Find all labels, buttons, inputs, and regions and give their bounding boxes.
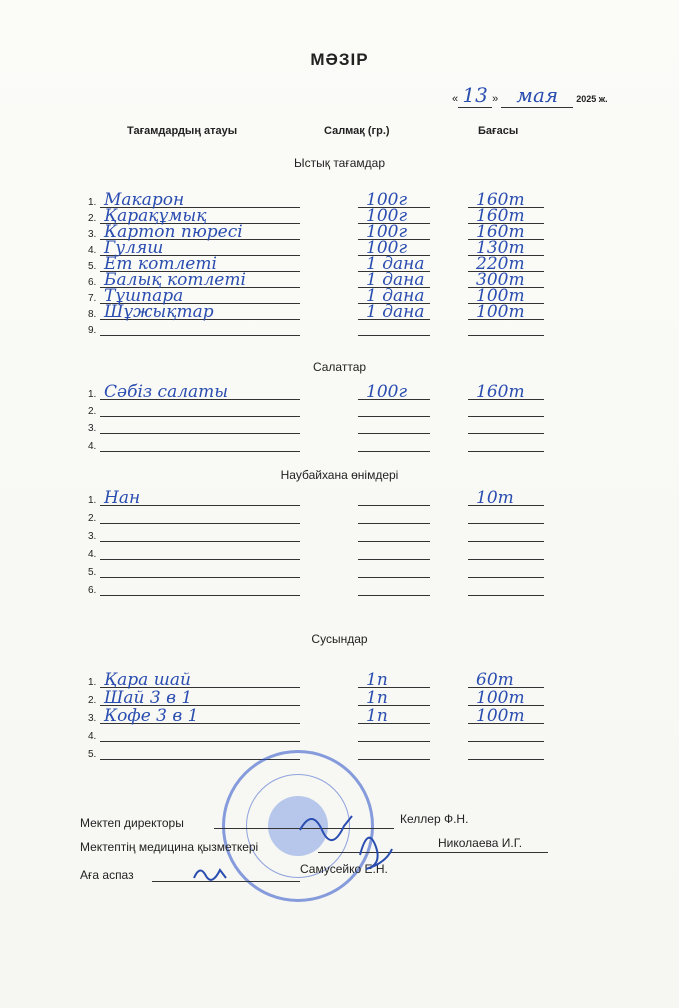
handwritten-signatures xyxy=(290,800,410,890)
dish-weight-line xyxy=(358,741,430,742)
date-day: 13 xyxy=(458,83,492,108)
menu-row xyxy=(0,320,679,336)
dish-price-line xyxy=(468,433,544,434)
row-number: 2. xyxy=(88,695,97,706)
header-price: Бағасы xyxy=(478,125,519,137)
dish-name-line xyxy=(100,416,300,417)
dish-price: 160т xyxy=(476,206,525,226)
dish-price-line xyxy=(468,595,544,596)
dish-name-line xyxy=(100,541,300,542)
menu-row xyxy=(0,690,679,706)
dish-weight-line xyxy=(358,541,430,542)
menu-row xyxy=(0,401,679,417)
dish-weight-line xyxy=(358,416,430,417)
dish-price-line xyxy=(468,523,544,524)
menu-row xyxy=(0,490,679,506)
signature-role-chef: Аға аспаз xyxy=(80,868,134,882)
row-number: 6. xyxy=(88,585,97,596)
row-number: 1. xyxy=(88,197,97,208)
date-close-quote: » xyxy=(492,93,499,105)
menu-row xyxy=(0,208,679,224)
signature-role-nurse: Мектептің медицина қызметкері xyxy=(80,840,259,854)
dish-weight-line xyxy=(358,335,430,336)
dish-weight-line xyxy=(358,759,430,760)
row-number: 5. xyxy=(88,749,97,760)
date-open-quote: « xyxy=(452,93,459,105)
dish-weight-line xyxy=(358,523,430,524)
dish-price: 160т xyxy=(476,382,525,402)
menu-row xyxy=(0,508,679,524)
date-year: 2025 ж. xyxy=(576,94,608,104)
dish-price: 300т xyxy=(476,270,525,290)
dish-price: 60т xyxy=(476,670,514,690)
signature-role-director: Мектеп директоры xyxy=(80,816,184,830)
dish-name: Балық котлеті xyxy=(104,270,246,290)
dish-weight: 100г xyxy=(366,206,408,226)
dish-name: Қара шай xyxy=(104,670,191,690)
dish-weight-line xyxy=(358,559,430,560)
dish-weight-line xyxy=(358,451,430,452)
dish-weight: 100г xyxy=(366,190,408,210)
dish-name: Қарақұмық xyxy=(104,206,207,226)
menu-row xyxy=(0,288,679,304)
menu-row xyxy=(0,192,679,208)
dish-price: 160т xyxy=(476,222,525,242)
row-number: 3. xyxy=(88,713,97,724)
header-weight: Салмақ (гр.) xyxy=(324,125,390,137)
row-number: 1. xyxy=(88,677,97,688)
dish-weight-line xyxy=(358,595,430,596)
signature-name-chef: Самусейко Е.Н. xyxy=(300,862,388,876)
dish-name-line xyxy=(100,595,300,596)
row-number: 9. xyxy=(88,325,97,336)
date-line xyxy=(452,83,608,108)
date-month: мая xyxy=(501,83,573,108)
dish-price-line xyxy=(468,541,544,542)
row-number: 4. xyxy=(88,245,97,256)
section-title: Сусындар xyxy=(311,632,368,646)
dish-name-line xyxy=(100,741,300,742)
dish-name-line xyxy=(100,335,300,336)
dish-name-line xyxy=(100,523,300,524)
dish-weight: 1п xyxy=(366,688,388,708)
row-number: 4. xyxy=(88,441,97,452)
chef-signature-scribble xyxy=(190,860,230,884)
dish-name: Сәбіз салаты xyxy=(104,382,229,402)
row-number: 3. xyxy=(88,423,97,434)
dish-price-line xyxy=(468,577,544,578)
dish-name: Тұшпара xyxy=(104,286,184,306)
row-number: 4. xyxy=(88,549,97,560)
dish-price: 100т xyxy=(476,706,525,726)
dish-price-line xyxy=(468,559,544,560)
dish-price-line xyxy=(468,335,544,336)
menu-row xyxy=(0,436,679,452)
signature-name-director: Келлер Ф.Н. xyxy=(400,812,469,826)
dish-name: Кофе 3 в 1 xyxy=(104,706,199,726)
menu-row xyxy=(0,256,679,272)
dish-name: Картоп пюресі xyxy=(104,222,243,242)
row-number: 2. xyxy=(88,513,97,524)
dish-price: 100т xyxy=(476,302,525,322)
dish-weight-line xyxy=(358,433,430,434)
menu-row xyxy=(0,418,679,434)
dish-weight: 1 дана xyxy=(366,270,425,290)
dish-price-line xyxy=(468,759,544,760)
dish-name: Нан xyxy=(104,488,141,508)
menu-row xyxy=(0,304,679,320)
dish-name: Гуляш xyxy=(104,238,164,258)
menu-row xyxy=(0,672,679,688)
dish-name: Шай 3 в 1 xyxy=(104,688,193,708)
row-number: 3. xyxy=(88,531,97,542)
dish-price: 10т xyxy=(476,488,514,508)
section-title: Наубайхана өнімдері xyxy=(280,468,399,482)
row-number: 8. xyxy=(88,309,97,320)
row-number: 1. xyxy=(88,495,97,506)
header-dish-name: Тағамдардың атауы xyxy=(127,125,238,137)
menu-row xyxy=(0,240,679,256)
menu-row xyxy=(0,224,679,240)
dish-price: 160т xyxy=(476,190,525,210)
dish-name-line xyxy=(100,451,300,452)
dish-name: Шұжықтар xyxy=(104,302,214,322)
dish-weight: 100г xyxy=(366,222,408,242)
dish-weight: 1 дана xyxy=(366,286,425,306)
dish-weight: 100г xyxy=(366,238,408,258)
dish-price-line xyxy=(468,451,544,452)
dish-name: Ет котлеті xyxy=(104,254,217,274)
dish-weight-line xyxy=(358,577,430,578)
dish-price: 220т xyxy=(476,254,525,274)
row-number: 5. xyxy=(88,567,97,578)
row-number: 6. xyxy=(88,277,97,288)
section-title: Ыстық тағамдар xyxy=(293,156,385,170)
dish-weight-line xyxy=(358,505,430,506)
row-number: 7. xyxy=(88,293,97,304)
dish-price: 100т xyxy=(476,286,525,306)
dish-weight: 1 дана xyxy=(366,254,425,274)
menu-row xyxy=(0,580,679,596)
document-title: МӘЗІР xyxy=(310,50,369,69)
dish-price-line xyxy=(468,416,544,417)
menu-row xyxy=(0,526,679,542)
dish-name: Макарон xyxy=(104,190,185,210)
signature-name-nurse: Николаева И.Г. xyxy=(438,836,523,850)
row-number: 2. xyxy=(88,406,97,417)
dish-name-line xyxy=(100,559,300,560)
section-title: Салаттар xyxy=(312,360,367,374)
menu-row xyxy=(0,562,679,578)
row-number: 2. xyxy=(88,213,97,224)
dish-name-line xyxy=(100,577,300,578)
dish-price: 100т xyxy=(476,688,525,708)
dish-weight: 1п xyxy=(366,706,388,726)
menu-row xyxy=(0,544,679,560)
dish-weight: 1п xyxy=(366,670,388,690)
menu-row xyxy=(0,726,679,742)
dish-weight: 1 дана xyxy=(366,302,425,322)
menu-row xyxy=(0,272,679,288)
row-number: 5. xyxy=(88,261,97,272)
menu-row xyxy=(0,744,679,760)
row-number: 3. xyxy=(88,229,97,240)
menu-row xyxy=(0,708,679,724)
dish-weight: 100г xyxy=(366,382,408,402)
row-number: 1. xyxy=(88,389,97,400)
dish-price: 130т xyxy=(476,238,525,258)
dish-name-line xyxy=(100,433,300,434)
menu-row xyxy=(0,384,679,400)
row-number: 4. xyxy=(88,731,97,742)
dish-price-line xyxy=(468,741,544,742)
